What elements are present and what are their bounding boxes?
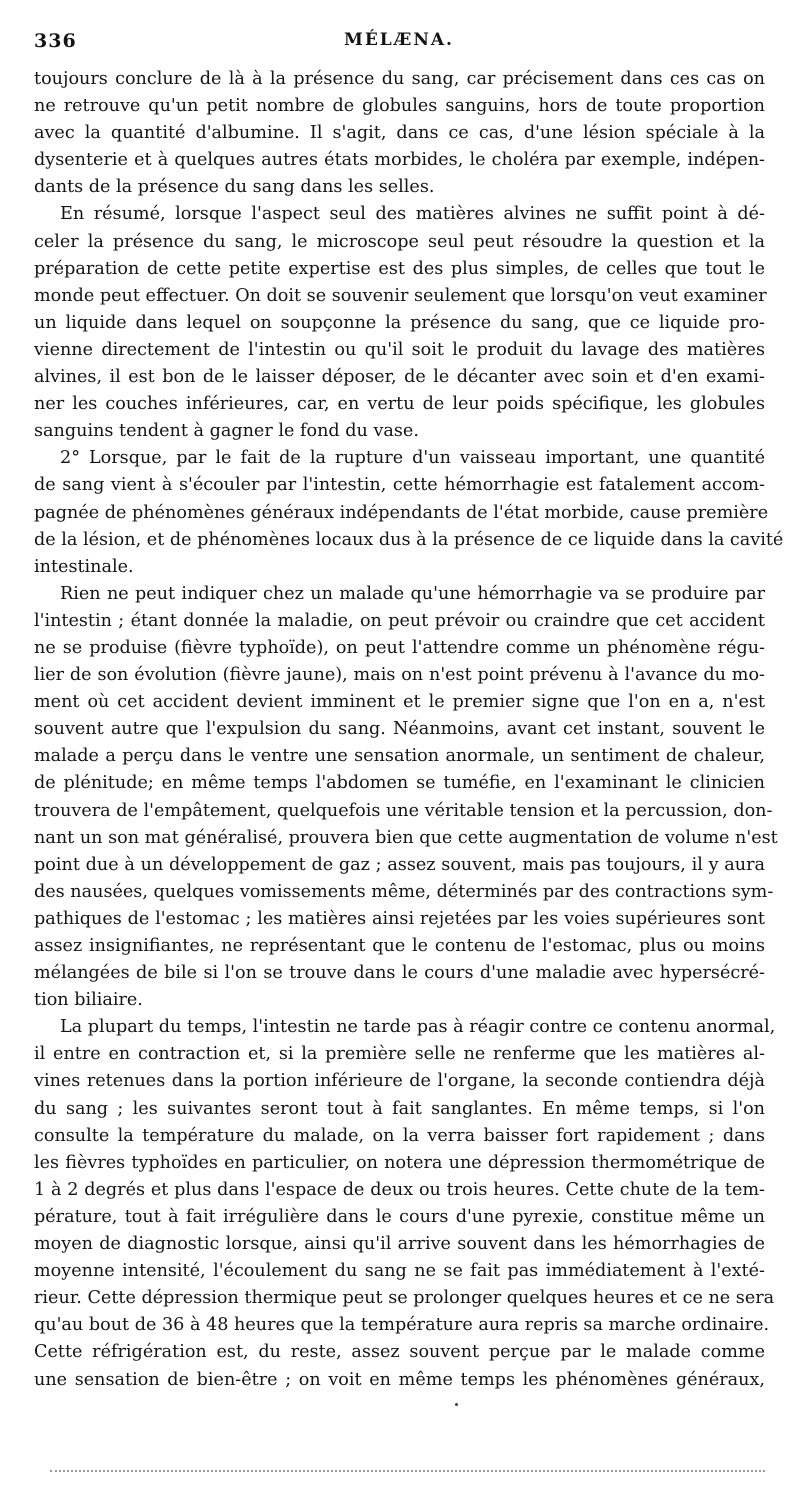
text-line: alvines, il est bon de le laisser déposer, de le décanter avec soin et d'en exami- xyxy=(34,367,765,388)
text-line: mélangées de bile si l'on se trouve dans le cours d'une maladie avec hypersécré- xyxy=(34,963,765,984)
text-line: vienne directement de l'intestin ou qu'il soit le produit du lavage des matières xyxy=(34,339,765,360)
text-line: de sang vient à s'écouler par l'intestin, cette hémorrhagie est fatalement accom- xyxy=(34,475,765,496)
text-line: rieur. Cette dépression thermique peut se prolonger quelques heures et ce ne sera xyxy=(34,1288,775,1309)
text-line: qu'au bout de 36 à 48 heures que la température aura repris sa marche ordinaire. xyxy=(34,1315,770,1336)
text-line: lier de son évolution (fièvre jaune), mais on n'est point prévenu à l'avance du mo- xyxy=(34,665,765,686)
page-header xyxy=(34,30,764,60)
text-line: ner les couches inférieures, car, en vertu de leur poids spécifique, les globules xyxy=(34,394,765,415)
text-line: nant un son mat généralisé, prouvera bien que cette augmentation de volume n'est xyxy=(34,827,778,848)
text-line: celer la présence du sang, le microscope seul peut résoudre la question et la xyxy=(34,231,765,252)
running-title: MÉLÆNA. xyxy=(344,30,454,50)
text-line: vines retenues dans la portion inférieure de l'organe, la seconde contiendra déjà xyxy=(34,1071,765,1092)
text-line: moyen de diagnostic lorsque, ainsi qu'il arrive souvent dans les hémorrhagies de xyxy=(34,1234,765,1255)
text-line: intestinale. xyxy=(34,556,134,577)
text-line: il entre en contraction et, si la première selle ne renferme que les matières al- xyxy=(34,1044,765,1065)
text-line: Rien ne peut indiquer chez un malade qu'une hémorrhagie va se produire par xyxy=(60,583,765,604)
text-line: une sensation de bien-être ; on voit en même temps les phénomènes généraux, xyxy=(34,1369,765,1390)
text-line: trouvera de l'empâtement, quelquefois une véritable tension et la percussion, don- xyxy=(34,800,773,821)
text-line: de plénitude; en même temps l'abdomen se tuméfie, en l'examinant le clinicien xyxy=(34,773,765,794)
text-line: toujours conclure de là à la présence du sang, car précisement dans ces cas on xyxy=(34,69,765,89)
text-line: pagnée de phénomènes généraux indépendants de l'état morbide, cause première xyxy=(34,502,769,523)
text-line: de la lésion, et de phénomènes locaux dus à la présence de ce liquide dans la cavité xyxy=(34,529,784,550)
text-line: dants de la présence du sang dans les selles. xyxy=(34,177,435,198)
text-line: point due à un développement de gaz ; assez souvent, mais pas toujours, il y aura xyxy=(34,854,765,875)
text-line: ne retrouve qu'un petit nombre de globules sanguins, hors de toute proportion xyxy=(34,96,765,117)
text-line: un liquide dans lequel on soupçonne la présence du sang, que ce liquide pro- xyxy=(34,312,765,333)
text-line: 2° Lorsque, par le fait de la rupture d'un vaisseau important, une quantité xyxy=(60,448,765,469)
text-line: malade a perçu dans le ventre une sensation anormale, un sentiment de chaleur, xyxy=(34,746,765,767)
text-line: pérature, tout à fait irrégulière dans le cours d'une pyrexie, constitue même un xyxy=(34,1206,765,1227)
text-line: monde peut effectuer. On doit se souvenir seulement que lorsqu'on veut examiner xyxy=(34,285,767,306)
text-line: 1 à 2 degrés et plus dans l'espace de deux ou trois heures. Cette chute de la tem- xyxy=(34,1179,765,1200)
text-line: du sang ; les suivantes seront tout à fait sanglantes. En même temps, si l'on xyxy=(34,1098,765,1119)
text-line: préparation de cette petite expertise est des plus simples, de celles que tout le xyxy=(34,258,765,279)
text-line: moyenne intensité, l'écoulement du sang ne se fait pas immédiatement à l'exté- xyxy=(34,1261,765,1282)
footer-rule xyxy=(50,1470,765,1472)
text-line: dysenterie et à quelques autres états morbides, le choléra par exemple, indépen- xyxy=(34,150,765,171)
print-speck xyxy=(455,1403,458,1406)
text-line: sanguins tendent à gagner le fond du vase. xyxy=(34,421,419,442)
text-line: consulte la température du malade, on la verra baisser fort rapidement ; dans xyxy=(34,1125,765,1146)
text-line: ment où cet accident devient imminent et le premier signe que l'on en a, n'est xyxy=(34,692,765,713)
text-line: avec la quantité d'albumine. Il s'agit, dans ce cas, d'une lésion spéciale à la xyxy=(34,123,765,144)
text-line: ne se produise (fièvre typhoïde), on peut l'attendre comme un phénomène régu- xyxy=(34,637,765,658)
text-line: les fièvres typhoïdes en particulier, on notera une dépression thermométrique de xyxy=(34,1152,765,1173)
page-number: 336 xyxy=(34,30,77,52)
text-line: pathiques de l'estomac ; les matières ainsi rejetées par les voies supérieures sont xyxy=(34,908,765,929)
text-line: La plupart du temps, l'intestin ne tarde pas à réagir contre ce contenu anormal, xyxy=(60,1017,776,1038)
text-line: des nausées, quelques vomissements même, déterminés par des contractions sym- xyxy=(34,881,774,902)
text-line: l'intestin ; étant donnée la maladie, on peut prévoir ou craindre que cet accident xyxy=(34,610,765,631)
text-line: En résumé, lorsque l'aspect seul des matières alvines ne suffit point à dé- xyxy=(60,204,765,225)
text-line: Cette réfrigération est, du reste, assez souvent perçue par le malade comme xyxy=(34,1342,765,1363)
text-line: assez insignifiantes, ne représentant que le contenu de l'estomac, plus ou moins xyxy=(34,936,765,956)
body-text xyxy=(34,66,784,1394)
text-line: souvent autre que l'expulsion du sang. Néanmoins, avant cet instant, souvent le xyxy=(34,719,765,740)
text-line: tion biliaire. xyxy=(34,990,143,1011)
